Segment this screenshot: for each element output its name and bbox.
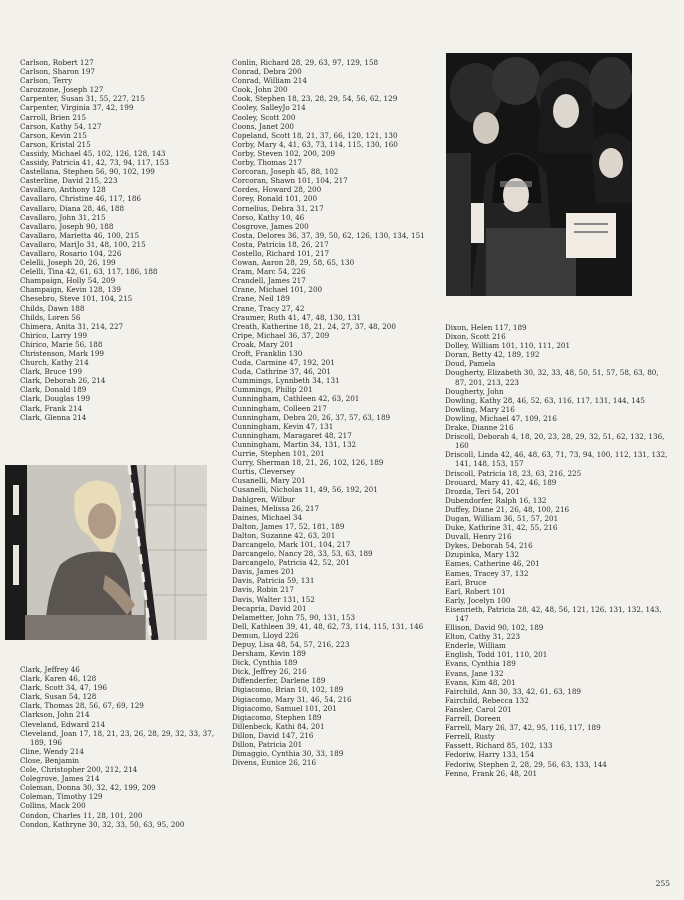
index-entry: Eames, Catherine 46, 201 [445, 559, 540, 569]
index-column-1 [20, 58, 215, 422]
index-entry: Cripe, Michael 36, 37, 209 [232, 330, 330, 340]
index-entry: Fairchild, Rebecca 132 [445, 695, 529, 705]
index-entry: Carpenter, Virginia 37, 42, 199 [20, 103, 134, 113]
index-entry: Condon, Kathryne 30, 32, 33, 50, 63, 95, 200 [20, 819, 185, 829]
index-entry: Cosgrove, James 200 [232, 221, 309, 231]
index-entry: Castellana, Stephen 56, 90, 102, 199 [20, 167, 155, 177]
index-entry: Clark, Deborah 26, 214 [20, 376, 106, 386]
index-entry: Daines, Melissa 26, 217 [232, 503, 320, 513]
index-entry: Celelli, Tina 42, 61, 63, 117, 186, 188 [20, 267, 158, 277]
index-entry: Cusanelli, Mary 201 [232, 476, 306, 486]
index-entry: Cavallaro, Diana 28, 46, 188 [20, 203, 125, 213]
index-entry: Crandell, James 217 [232, 276, 306, 286]
index-entry: Clark, Thomas 28, 56, 67, 69, 129 [20, 701, 144, 711]
index-entry: Cunningham, Colleen 217 [232, 403, 327, 413]
index-entry: Carroll, Brien 215 [20, 112, 87, 122]
index-entry: Clark, Jeffrey 46 [20, 665, 80, 674]
index-entry: Conrad, William 214 [232, 76, 307, 86]
index-entry: Coleman, Donna 30, 32, 42, 199, 209 [20, 783, 156, 793]
photo-student-seated-icon [5, 465, 207, 640]
index-entry: Driscoll, Patricia 18, 23, 63, 216, 225 [445, 468, 582, 478]
index-entry: Chimera, Anita 31, 214, 227 [20, 321, 124, 331]
index-entry: Clark, Donald 189 [20, 385, 87, 395]
index-entry: Cunningham, Cathleen 42, 63, 201 [232, 394, 360, 404]
index-entry: Divens, Eunice 26, 216 [232, 758, 317, 768]
index-entry: Cleveland, Joan 17, 18, 21, 23, 26, 28, 29, 32, 33, 37, 189, 196 [20, 728, 215, 747]
index-entry: Cunningham, Kevin 47, 131 [232, 421, 334, 431]
index-entry: Enderle, William [445, 641, 506, 651]
index-entry: Close, Benjamin [20, 755, 80, 765]
index-entry: Dick, Cynthia 189 [232, 658, 298, 668]
index-entry: Cole, Christopher 200, 212, 214 [20, 765, 138, 775]
index-entry: Corby, Mary 4, 41, 63, 73, 114, 115, 130, 160 [232, 139, 398, 149]
index-entry: Corey, Ronald 101, 200 [232, 194, 318, 204]
index-entry: Champaign, Kevin 128, 139 [20, 285, 121, 295]
index-entry: Chirico, Larry 199 [20, 330, 88, 340]
index-entry: Dougherty, John [445, 386, 504, 396]
index-entry: Chesebro, Steve 101, 104, 215 [20, 294, 133, 304]
index-column-1-continued [20, 665, 225, 829]
index-entry: Cavallaro, Christine 46, 117, 186 [20, 194, 141, 204]
index-entry: Cook, Stephen 18, 23, 28, 29, 54, 56, 62, 129 [232, 94, 398, 104]
index-entry: Childs, Loren 56 [20, 312, 81, 322]
index-entry: Drake, Dianne 216 [445, 423, 514, 433]
index-entry: Digiacomo, Samuel 101, 201 [232, 703, 337, 713]
index-entry: Eisenrieth, Patricia 28, 42, 48, 56, 121, 126, 131, 132, 143, 147 [445, 604, 662, 623]
index-entry: Chirico, Marie 56, 188 [20, 339, 103, 349]
index-entry: Corso, Kathy 10, 46 [232, 212, 305, 222]
index-entry: Fedoriw, Harry 133, 154 [445, 750, 535, 760]
index-entry: Driscoll, Deborah 4, 18, 20, 23, 28, 29, 32, 51, 62, 132, 136, 160 [445, 432, 665, 451]
index-entry: Ellison, David 90, 102, 189 [445, 623, 544, 633]
index-entry: Carson, Kevin 215 [20, 130, 87, 140]
index-entry: Fenno, Frank 26, 48, 201 [445, 768, 538, 778]
index-entry: Early, Jocelyn 100 [445, 595, 511, 605]
index-entry: Duffey, Diane 21, 26, 48, 100, 216 [445, 504, 570, 514]
index-entry: Costa, Patricia 18, 26, 217 [232, 239, 329, 249]
index-entry: Depuy, Lisa 48, 54, 57, 216, 223 [232, 640, 350, 649]
index-entry: Corby, Thomas 217 [232, 158, 303, 168]
index-entry: Dillon, Patricia 201 [232, 740, 303, 750]
index-entry: Cuda, Carmine 47, 192, 201 [232, 358, 335, 368]
index-entry: Dalton, James 17, 52, 181, 189 [232, 521, 345, 531]
index-entry: Digiacomo, Brian 10, 102, 189 [232, 685, 344, 695]
index-entry: Clark, Bruce 199 [20, 367, 83, 377]
index-entry: Digiacomo, Mary 31, 46, 54, 216 [232, 694, 352, 704]
index-entry: Carlson, Robert 127 [20, 58, 94, 67]
index-entry: Dubendorfer, Ralph 16, 132 [445, 495, 547, 505]
index-entry: Earl, Bruce [445, 577, 487, 587]
index-entry: Croft, Franklin 130 [232, 349, 303, 358]
index-entry: Dixon, Helen 117, 189 [445, 323, 527, 332]
index-entry: Digiacomo, Stephen 189 [232, 712, 322, 722]
index-entry: Daines, Michael 34 [232, 512, 303, 522]
index-column-3 [445, 323, 670, 778]
index-entry: Dougherty, Elizabeth 30, 32, 33, 48, 50, 51, 57, 58, 63, 80, 87, 201, 213, 223 [445, 368, 659, 387]
index-entry: Cleveland, Edward 214 [20, 719, 106, 729]
index-entry: Driscoll, Linda 42, 46, 48, 63, 71, 73, 94, 100, 112, 131, 132, 141, 148, 153, 157 [445, 450, 668, 469]
index-entry: Dykes, Deborah 54, 216 [445, 541, 533, 551]
index-entry: Cunningham, Maragaret 48, 217 [232, 430, 352, 440]
index-entry: Duvall, Henry 216 [445, 532, 512, 542]
index-entry: Dugan, William 36, 51, 57, 201 [445, 513, 559, 523]
index-column-2 [232, 58, 437, 767]
index-entry: Creath, Katherine 18, 21, 24, 27, 37, 48, 200 [232, 321, 396, 331]
index-entry: Cornelius, Debra 31, 217 [232, 203, 324, 213]
index-entry: Eames, Tracey 37, 132 [445, 568, 529, 578]
index-entry: Crane, Tracy 27, 42 [232, 303, 305, 313]
index-entry: Drozda, Teri 54, 201 [445, 486, 520, 496]
index-entry: Carpenter, Susan 31, 55, 227, 215 [20, 94, 145, 104]
index-entry: Ferrell, Rusty [445, 732, 495, 742]
index-entry: Cunningham, Debra 20, 26, 37, 57, 63, 189 [232, 412, 391, 422]
index-entry: Carlson, Sharon 197 [20, 67, 95, 77]
index-entry: Clark, Douglas 199 [20, 394, 91, 404]
index-entry: Dolley, William 101, 110, 111, 201 [445, 341, 571, 351]
index-entry: Doud, Pamela [445, 359, 496, 369]
index-entry: Cassidy, Michael 45, 102, 126, 128, 143 [20, 148, 166, 158]
index-entry: Cram, Marc 54, 226 [232, 267, 306, 277]
index-entry: Cunningham, Martin 34, 131, 132 [232, 439, 357, 449]
index-entry: Demun, Lloyd 226 [232, 630, 299, 640]
index-entry: Coons, Janet 200 [232, 121, 294, 131]
index-entry: Delametter, John 75, 90, 131, 153 [232, 612, 356, 622]
index-entry: Elton, Cathy 31, 223 [445, 632, 521, 642]
index-entry: Crane, Michael 101, 200 [232, 285, 323, 295]
index-entry: Dowling, Mary 216 [445, 404, 515, 414]
index-entry: Champaign, Holly 54, 209 [20, 276, 116, 286]
index-entry: Dersham, Kevin 189 [232, 649, 306, 659]
index-entry: Duke, Kathrine 31, 42, 55, 216 [445, 523, 558, 533]
index-entry: Cavallaro, MariJo 31, 48, 100, 215 [20, 239, 146, 249]
index-entry: Corcoran, Joseph 45, 88, 102 [232, 167, 339, 177]
index-entry: Carson, Kristal 215 [20, 139, 91, 149]
index-entry: Davis, James 201 [232, 567, 295, 577]
index-entry: Dowling, Michael 47, 109, 216 [445, 413, 557, 423]
index-entry: Darcangelo, Mark 101, 104, 217 [232, 539, 351, 549]
index-entry: Davis, Patricia 59, 131 [232, 576, 315, 586]
index-entry: Carson, Kathy 54, 127 [20, 121, 102, 131]
index-entry: Cavallaro, John 31, 215 [20, 212, 106, 222]
index-entry: Coleman, Timothy 129 [20, 792, 103, 802]
index-entry: Davis, Walter 131, 152 [232, 594, 315, 604]
index-entry: Dzupinka, Mary 132 [445, 550, 520, 560]
index-entry: Conlin, Richard 28, 29, 63, 97, 129, 158 [232, 58, 379, 67]
index-entry: Davis, Robin 217 [232, 585, 294, 595]
index-entry: Curtis, Cleversey [232, 467, 295, 477]
index-entry: Celelli, Joseph 20, 26, 199 [20, 258, 116, 268]
index-entry: Dillon, David 147, 216 [232, 730, 314, 740]
index-entry: Clarkson, John 214 [20, 710, 90, 720]
index-entry: Dalton, Suzanne 42, 63, 201 [232, 530, 336, 540]
index-entry: Casterline, David 215, 223 [20, 176, 118, 186]
index-entry: Dixon, Scott 216 [445, 332, 506, 342]
index-entry: Cavallaro, Rosario 104, 226 [20, 248, 122, 258]
index-entry: Evans, Jane 132 [445, 668, 504, 678]
index-entry: Cummings, Lynnbeth 34, 131 [232, 376, 340, 386]
index-entry: Fairchild, Ann 30, 33, 42, 61, 63, 189 [445, 686, 581, 696]
index-entry: Carozzone, Joseph 127 [20, 85, 104, 95]
index-entry: Earl, Robert 101 [445, 586, 506, 596]
page-number: 255 [655, 879, 670, 888]
index-entry: Costello, Richard 101, 217 [232, 248, 330, 258]
index-entry: Doran, Betty 42, 189, 192 [445, 350, 540, 360]
index-entry: Childs, Dawn 188 [20, 303, 85, 313]
index-entry: Corcoran, Shawn 101, 104, 217 [232, 176, 348, 186]
index-entry: Costa, Delores 36, 37, 39, 50, 62, 126, 130, 134, 151 [232, 230, 425, 240]
index-entry: Clark, Frank 214 [20, 403, 83, 413]
index-entry: Christenson, Mark 199 [20, 349, 104, 358]
index-entry: Cline, Wendy 214 [20, 746, 84, 756]
index-entry: Decapria, David 201 [232, 603, 307, 613]
index-entry: Fassett, Richard 85, 102, 133 [445, 741, 553, 751]
index-entry: Cusanelli, Nicholas 11, 49, 56, 192, 201 [232, 485, 378, 495]
index-entry: Drouard, Mary 41, 42, 46, 189 [445, 477, 557, 487]
index-entry: Church, Kathy 214 [20, 358, 89, 368]
index-entry: Craumer, Ruth 41, 47, 48, 130, 131 [232, 312, 362, 322]
index-entry: Collins, Mack 200 [20, 801, 86, 811]
index-entry: Dowling, Kathy 28, 46, 52, 63, 116, 117, 131, 144, 145 [445, 395, 645, 405]
index-entry: Cooley, SalleyJo 214 [232, 103, 306, 113]
index-entry: Farrell, Mary 26, 37, 42, 95, 116, 117, 189 [445, 723, 601, 733]
index-entry: Currie, Stephen 101, 201 [232, 449, 325, 459]
index-entry: Corby, Steven 102, 200, 209 [232, 148, 336, 158]
index-entry: Darcangelo, Nancy 28, 33, 53, 63, 189 [232, 549, 373, 559]
index-entry: Dick, Jeffrey 26, 216 [232, 667, 307, 677]
index-entry: Clark, Glenna 214 [20, 412, 87, 422]
index-entry: Cook, John 200 [232, 85, 288, 95]
photo-choir-singers-icon [446, 53, 632, 296]
index-entry: Clark, Scott 34, 47, 196 [20, 683, 107, 693]
index-entry: Clark, Susan 54, 128 [20, 692, 97, 702]
index-entry: Dillenbeck, Kathi 84, 201 [232, 721, 325, 731]
index-entry: Crane, Neil 189 [232, 294, 290, 304]
index-entry: Cavallaro, Marietta 46, 100, 215 [20, 230, 140, 240]
index-entry: Curry, Sherman 18, 21, 26, 102, 126, 189 [232, 458, 384, 468]
index-entry: Diffenderfer, Darlene 189 [232, 676, 326, 686]
index-entry: Cooley, Scott 200 [232, 112, 296, 122]
index-entry: Condon, Charles 11, 28, 101, 200 [20, 810, 143, 820]
index-entry: Evans, Kim 48, 201 [445, 677, 516, 687]
index-entry: Fedoriw, Stephen 2, 28, 29, 56, 63, 133, 144 [445, 759, 607, 769]
index-entry: Clark, Karen 46, 128 [20, 674, 97, 684]
index-entry: Conrad, Debra 200 [232, 67, 302, 77]
index-entry: English, Todd 101, 110, 201 [445, 650, 548, 660]
index-entry: Croak, Mary 201 [232, 339, 294, 349]
index-entry: Dahlgren, Wilbur [232, 494, 295, 504]
index-entry: Evans, Cynthia 189 [445, 659, 516, 669]
index-entry: Copeland, Scott 18, 21, 37, 66, 120, 121, 130 [232, 130, 398, 140]
index-entry: Cummings, Philip 201 [232, 385, 313, 395]
index-entry: Dell, Kathleen 39, 41, 48, 62, 73, 114, 115, 131, 146 [232, 621, 424, 631]
index-entry: Cowan, Aaron 28, 29, 58, 65, 130 [232, 258, 355, 268]
index-entry: Farrell, Doreen [445, 714, 501, 724]
index-entry: Colegrove, James 214 [20, 774, 100, 784]
index-entry: Cavallaro, Anthony 128 [20, 185, 106, 195]
index-entry: Cuda, Cathrine 37, 46, 201 [232, 367, 331, 377]
index-entry: Cassidy, Patricia 41, 42, 73, 94, 117, 153 [20, 158, 169, 168]
index-entry: Darcangelo, Patricia 42, 52, 201 [232, 558, 350, 568]
index-entry: Carlson, Terry [20, 76, 73, 86]
index-entry: Fansler, Carol 201 [445, 704, 512, 714]
index-entry: Cavallaro, Joseph 90, 188 [20, 221, 114, 231]
index-entry: Cordes, Howard 28, 200 [232, 185, 322, 195]
index-entry: Dimaggio, Cynthia 30, 33, 189 [232, 749, 344, 759]
